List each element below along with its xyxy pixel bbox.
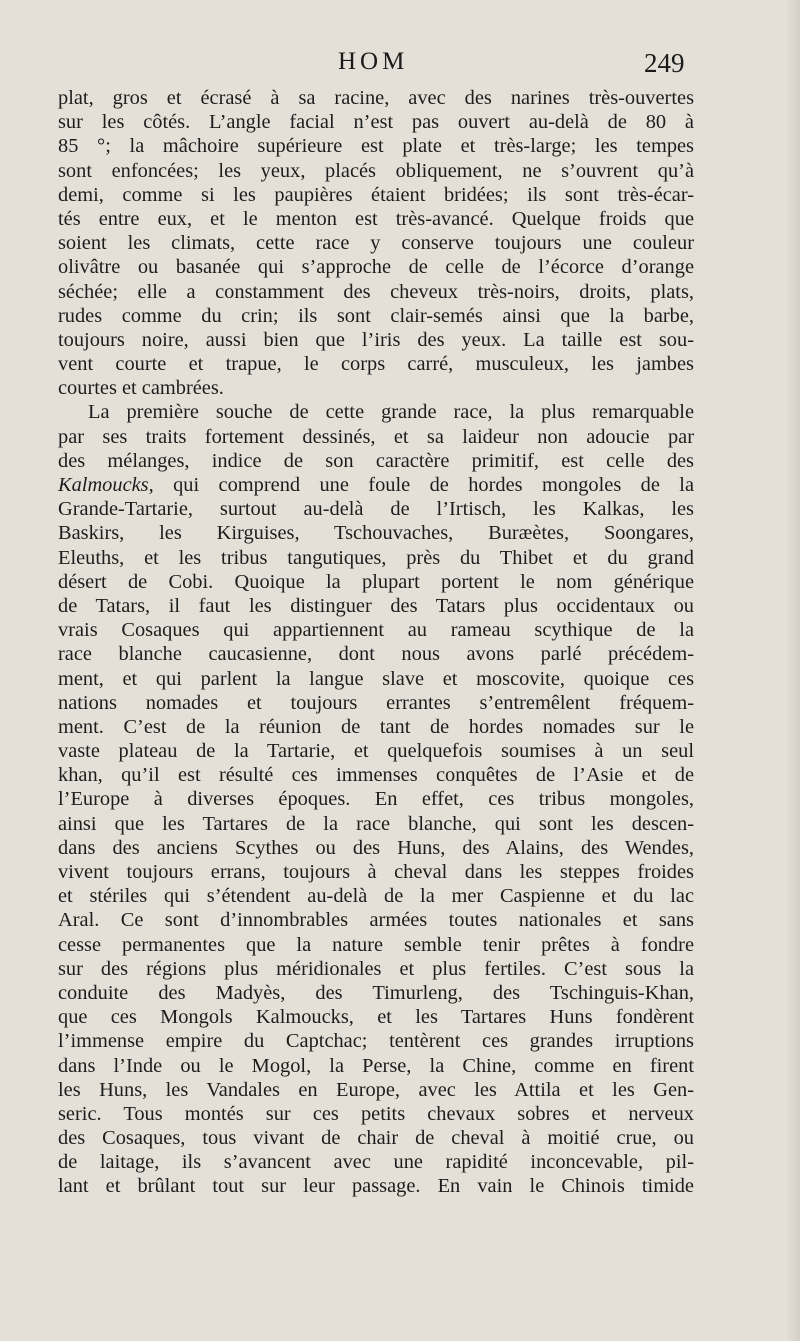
text-fragment: , qui comprend une foule de hordes mongoles de la [148, 474, 694, 496]
text-line: rudes comme du crin; ils sont clair-semés ainsi que la barbe, [58, 304, 694, 327]
text-line: sont enfoncées; les yeux, placés obliquement, ne s’ouvrent qu’à [58, 159, 694, 182]
page-edge-shadow [786, 0, 800, 1341]
text-line: Eleuths, et les tribus tangutiques, près du Thibet et du grand [58, 546, 694, 569]
text-line: Baskirs, les Kirguises, Tschouvaches, Buræètes, Soongares, [58, 522, 694, 545]
text-line: plat, gros et écrasé à sa racine, avec des narines très-ouvertes [58, 87, 694, 109]
text-line: de Tatars, il faut les distinguer des Tatars plus occidentaux ou [58, 594, 694, 617]
text-line: toujours noire, aussi bien que l’iris des yeux. La taille est sou- [58, 328, 694, 351]
text-line: courtes et cambrées. [58, 377, 224, 400]
text-line: 85 °; la mâchoire supérieure est plate et très-large; les tempes [58, 135, 694, 158]
text-line: vrais Cosaques qui appartiennent au rameau scythique de la [58, 619, 694, 642]
text-line: des Cosaques, tous vivant de chair de cheval à moitié crue, ou [58, 1127, 694, 1150]
text-line: et stériles qui s’étendent au-delà de la mer Caspienne et du lac [58, 885, 694, 908]
text-line: lant et brûlant tout sur leur passage. En vain le Chinois timide [58, 1175, 694, 1198]
text-line: demi, comme si les paupières étaient bridées; ils sont très-écar- [58, 183, 694, 206]
text-line: par ses traits fortement dessinés, et sa laideur non adoucie par [58, 425, 694, 448]
text-line: tés entre eux, et le menton est très-avancé. Quelque froids que [58, 207, 694, 230]
text-line: cesse permanentes que la nature semble tenir prêtes à fondre [58, 933, 694, 956]
text-line-kalmoucks [58, 473, 694, 497]
text-line: sur les côtés. L’angle facial n’est pas ouvert au-delà de 80 à [58, 111, 694, 134]
text-line: Grande-Tartarie, surtout au-delà de l’Irtisch, les Kalkas, les [58, 498, 694, 521]
text-line: soient les climats, cette race y conserve toujours une couleur [58, 232, 694, 255]
body-text [58, 86, 694, 1199]
page-number: 249 [644, 48, 685, 78]
text-line: que ces Mongols Kalmoucks, et les Tartares Huns fondèrent [58, 1006, 694, 1029]
page-header [0, 48, 800, 84]
text-line: ment. C’est de la réunion de tant de hordes nomades sur le [58, 715, 694, 738]
text-line: nations nomades et toujours errantes s’entremêlent fréquem- [58, 691, 694, 714]
text-line: dans l’Inde ou le Mogol, la Perse, la Chine, comme en firent [58, 1054, 694, 1077]
text-line: l’Europe à diverses époques. En effet, ces tribus mongoles, [58, 788, 694, 811]
text-line: seric. Tous montés sur ces petits chevaux sobres et nerveux [58, 1102, 694, 1125]
text-line: l’immense empire du Captchac; tentèrent ces grandes irruptions [58, 1030, 694, 1053]
text-line: ainsi que les Tartares de la race blanche, qui sont les descen- [58, 812, 694, 835]
text-line: olivâtre ou basanée qui s’approche de celle de l’écorce d’orange [58, 256, 694, 279]
text-line: La première souche de cette grande race, la plus remarquable [88, 401, 694, 424]
running-head: HOM [338, 48, 409, 75]
paragraph-1 [58, 86, 694, 400]
paragraph-2 [58, 400, 694, 1198]
text-line: ment, et qui parlent la langue slave et moscovite, quoique ces [58, 667, 694, 690]
text-line: dans des anciens Scythes ou des Huns, des Alains, des Wendes, [58, 836, 694, 859]
text-line: conduite des Madyès, des Timurleng, des Tschinguis-Khan, [58, 981, 694, 1004]
text-line: sur des régions plus méridionales et plus fertiles. C’est sous la [58, 957, 694, 980]
text-line: vaste plateau de la Tartarie, et quelquefois soumises à un seul [58, 740, 694, 763]
text-line: vivent toujours errans, toujours à cheval dans les steppes froides [58, 861, 694, 883]
text-line: séchée; elle a constamment des cheveux très-noirs, droits, plats, [58, 280, 694, 303]
text-line: les Huns, les Vandales en Europe, avec les Attila et les Gen- [58, 1078, 694, 1101]
text-line: Aral. Ce sont d’innombrables armées toutes nationales et sans [58, 909, 694, 932]
text-line: de laitage, ils s’avancent avec une rapidité inconcevable, pil- [58, 1151, 694, 1174]
text-line: désert de Cobi. Quoique la plupart portent le nom générique [58, 570, 694, 593]
text-line: des mélanges, indice de son caractère primitif, est celle des [58, 449, 694, 472]
italic-term: Kalmoucks [58, 474, 149, 496]
text-line: vent courte et trapue, le corps carré, musculeux, les jambes [58, 353, 694, 376]
text-line: race blanche caucasienne, dont nous avons parlé précédem- [58, 643, 694, 666]
text-line: khan, qu’il est résulté ces immenses conquêtes de l’Asie et de [58, 764, 694, 787]
